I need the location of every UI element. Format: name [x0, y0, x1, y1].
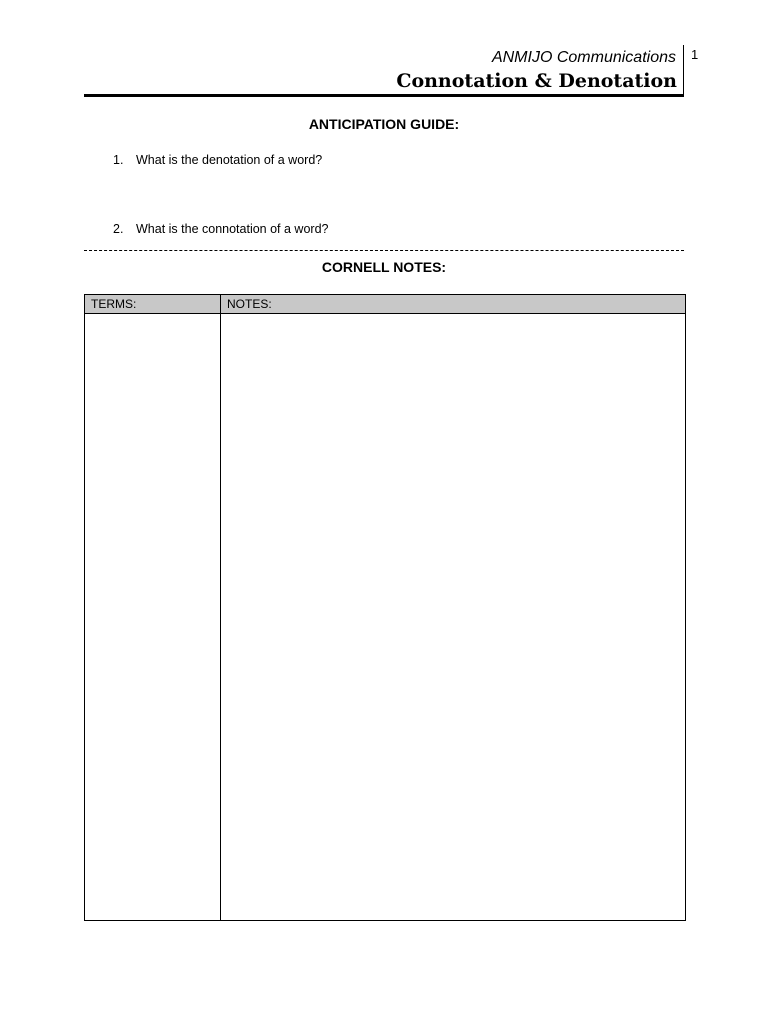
organization-name: ANMIJO Communications [491, 49, 676, 66]
terms-writing-area[interactable] [85, 314, 220, 920]
page-number: 1 [691, 47, 699, 62]
anticipation-guide-heading: ANTICIPATION GUIDE: [308, 116, 460, 132]
question-number: 1. [113, 153, 124, 167]
question-text: What is the connotation of a word? [136, 222, 329, 236]
terms-column-header: TERMS: [91, 297, 137, 311]
table-header-row [85, 295, 685, 314]
question-number: 2. [113, 222, 124, 236]
cornell-notes-table [84, 294, 686, 921]
notes-writing-area[interactable] [221, 314, 685, 920]
page-header [84, 45, 684, 97]
notes-column-header: NOTES: [227, 297, 272, 311]
question-text: What is the denotation of a word? [136, 153, 323, 167]
question-item [113, 221, 328, 237]
document-title: Connotation & Denotation [396, 70, 677, 92]
cornell-notes-heading: CORNELL NOTES: [321, 259, 447, 275]
section-divider [84, 250, 684, 251]
question-item [113, 152, 322, 168]
